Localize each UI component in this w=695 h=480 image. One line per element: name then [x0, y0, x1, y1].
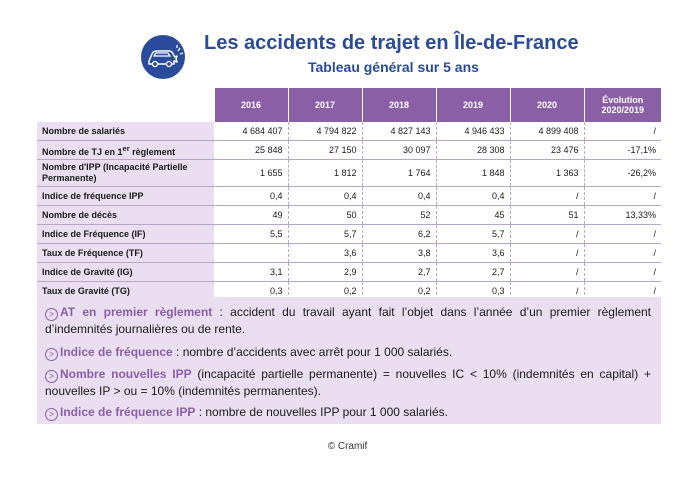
table-cell: 3,6	[288, 244, 362, 263]
table-row	[37, 206, 661, 225]
table-row	[37, 141, 661, 160]
table-row	[37, 244, 661, 263]
definition-term: Indice de fréquence	[60, 345, 173, 359]
table-header-row	[37, 88, 661, 122]
page-subtitle: Tableau général sur 5 ans	[308, 59, 479, 75]
table-cell: 4 899 408	[510, 122, 584, 141]
table-row	[37, 225, 661, 244]
row-label: Indice de Fréquence (IF)	[37, 225, 214, 244]
definition-text: : nombre de nouvelles IPP pour 1 000 salariés.	[195, 405, 448, 419]
circle-arrow-icon: >	[45, 308, 58, 321]
table-cell: 0,4	[362, 187, 436, 206]
circle-arrow-icon: >	[45, 370, 58, 383]
table-cell: 0,3	[436, 282, 510, 301]
table-cell: /	[584, 263, 661, 282]
table-cell: /	[584, 244, 661, 263]
row-label: Taux de Fréquence (TF)	[37, 244, 214, 263]
row-label: Taux de Gravité (TG)	[37, 282, 214, 301]
page-title: Les accidents de trajet en Île-de-France	[204, 32, 579, 54]
copyright: © Cramif	[327, 441, 368, 452]
table-cell: 25 848	[214, 141, 288, 160]
table-cell: 1 655	[214, 160, 288, 187]
row-label: Indice de fréquence IPP	[37, 187, 214, 206]
car-crash-icon	[140, 34, 186, 80]
row-label: Nombre de salariés	[37, 122, 214, 141]
table-cell: 4 946 433	[436, 122, 510, 141]
table-cell: 50	[288, 206, 362, 225]
table-cell: 1 812	[288, 160, 362, 187]
row-label: Nombre de décès	[37, 206, 214, 225]
evolution-label: Évolution	[602, 95, 644, 105]
table-cell: /	[584, 187, 661, 206]
table-cell: 4 827 143	[362, 122, 436, 141]
table-cell: 0,2	[362, 282, 436, 301]
table-cell: 49	[214, 206, 288, 225]
table-cell: 28 308	[436, 141, 510, 160]
definition-item	[45, 404, 651, 421]
table-cell: 5,7	[288, 225, 362, 244]
table-cell: 23 476	[510, 141, 584, 160]
table-cell: 52	[362, 206, 436, 225]
table-cell: 4 794 822	[288, 122, 362, 141]
circle-arrow-icon: >	[45, 408, 58, 421]
column-header: 2016	[214, 88, 288, 122]
row-label-text-end: règlement	[129, 146, 176, 157]
table-cell: /	[510, 225, 584, 244]
row-label-text: Nombre de TJ en 1	[42, 146, 123, 157]
table-cell	[214, 244, 288, 263]
definition-text: (incapacité partielle permanente) = nouvelles IC < 10% (indemnités en capital) + nouvelles IP > ou = 10% (indemnités permanentes).	[45, 367, 652, 398]
column-header-evolution	[584, 88, 661, 122]
table-row	[37, 122, 661, 141]
definitions-box	[37, 297, 661, 424]
definition-term: AT en premier règlement	[60, 305, 213, 319]
table-cell: /	[510, 263, 584, 282]
definition-term: Indice de fréquence IPP	[60, 405, 196, 419]
table-cell: 2,7	[436, 263, 510, 282]
definition-term: Nombre nouvelles IPP	[60, 367, 192, 381]
row-label: Nombre d'IPP (Incapacité Partielle Permanente)	[37, 160, 214, 187]
table-cell: /	[584, 225, 661, 244]
definition-text: : accident du travail ayant fait l’objet dans l’année d’un premier règlement d’indemnités journalières ou de rente.	[45, 305, 652, 336]
column-header: 2020	[510, 88, 584, 122]
table-cell: 3,1	[214, 263, 288, 282]
row-label	[37, 141, 214, 160]
table-cell: /	[584, 282, 661, 301]
table-cell: 3,6	[436, 244, 510, 263]
table-cell: -17,1%	[584, 141, 661, 160]
table-cell: -26,2%	[584, 160, 661, 187]
table-cell: 5,7	[436, 225, 510, 244]
table-cell: 1 363	[510, 160, 584, 187]
table-cell: 2,7	[362, 263, 436, 282]
table-cell: 0,3	[214, 282, 288, 301]
table-cell: 2,9	[288, 263, 362, 282]
column-header: 2017	[288, 88, 362, 122]
table-cell: 0,4	[436, 187, 510, 206]
table-cell: /	[584, 122, 661, 141]
table-cell: 30 097	[362, 141, 436, 160]
definition-text: : nombre d’accidents avec arrêt pour 1 000 salariés.	[172, 345, 453, 359]
definition-item	[45, 344, 651, 361]
row-label-superscript: er	[122, 143, 130, 153]
column-header: 2019	[436, 88, 510, 122]
circle-arrow-icon: >	[45, 348, 58, 361]
table-cell: 5,5	[214, 225, 288, 244]
table-row	[37, 263, 661, 282]
evolution-period: 2020/2019	[601, 105, 645, 115]
table-row	[37, 187, 661, 206]
table-cell: 45	[436, 206, 510, 225]
header	[0, 24, 695, 84]
table-cell: 1 764	[362, 160, 436, 187]
table-cell: 0,4	[288, 187, 362, 206]
table-cell: 27 150	[288, 141, 362, 160]
definition-item	[45, 366, 651, 399]
definition-item	[45, 304, 651, 337]
table-cell: 6,2	[362, 225, 436, 244]
table-cell: /	[510, 187, 584, 206]
table-cell: 13,33%	[584, 206, 661, 225]
column-header: 2018	[362, 88, 436, 122]
table-cell: /	[510, 282, 584, 301]
summary-table	[37, 88, 661, 301]
table-cell: 0,4	[214, 187, 288, 206]
table-cell: 1 848	[436, 160, 510, 187]
row-label: Indice de Gravité (IG)	[37, 263, 214, 282]
table-cell: 51	[510, 206, 584, 225]
table-cell: 4 684 407	[214, 122, 288, 141]
table-row	[37, 160, 661, 187]
table-cell: 3,8	[362, 244, 436, 263]
table-cell: 0,2	[288, 282, 362, 301]
table-header-blank	[37, 88, 214, 122]
table-cell: /	[510, 244, 584, 263]
